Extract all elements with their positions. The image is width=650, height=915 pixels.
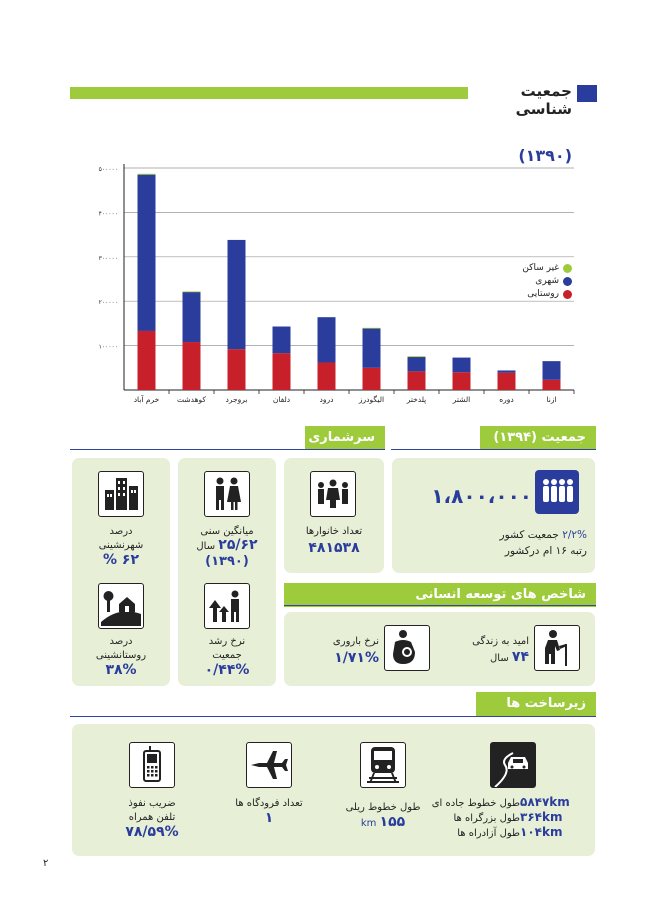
bar-segment — [183, 291, 201, 292]
legend-dot-red — [563, 290, 572, 299]
airports-value: ۱ — [264, 810, 274, 826]
airports-label: تعداد فرودگاه ها — [235, 798, 303, 809]
page-number: ۲ — [43, 858, 49, 869]
highway-label: طول بزرگراه ها — [453, 813, 520, 824]
freeway-value: ۱۰۴km — [520, 825, 563, 839]
growth-label-1: نرخ رشد — [208, 636, 246, 647]
mobile-label-2: تلفن همراه — [128, 812, 176, 823]
x-tick-label: کوهدشت — [177, 395, 206, 404]
legend-dot-green — [563, 264, 572, 273]
road-car-icon — [490, 742, 536, 788]
urban-label-1: درصد — [109, 526, 133, 537]
y-tick-label: ۱۰۰۰۰۰ — [98, 343, 118, 351]
airplane-icon — [246, 742, 292, 788]
census-section-title: سرشماری — [305, 426, 385, 450]
bar-segment — [138, 175, 156, 331]
median-age-label: میانگین سنی — [200, 526, 254, 537]
bar-segment — [318, 362, 336, 390]
bar-segment — [498, 373, 516, 390]
title-green-bar — [70, 87, 468, 99]
legend-item-rural: روستایی — [522, 288, 572, 301]
freeway-label: طول آزادراه ها — [457, 828, 520, 839]
page-title: جمعیت شناسی — [515, 82, 572, 118]
bar-segment — [363, 328, 381, 368]
bar-segment — [543, 361, 561, 380]
highway-value: ۳۶۴km — [520, 810, 563, 824]
x-tick-label: پلدختر — [406, 395, 427, 404]
fertility-value: ۱/۷۱% — [334, 650, 379, 666]
y-tick-label: ۳۰۰۰۰۰ — [98, 254, 118, 262]
development-section-title: شاخص های توسعه انسانی — [284, 583, 596, 607]
growth-value: ۰/۴۴% — [204, 662, 250, 678]
population-value: ۱،۸۰۰،۰۰۰ — [431, 484, 532, 508]
x-tick-label: ازنا — [546, 395, 557, 404]
life-expectancy-row: ۷۴ سال — [490, 649, 529, 665]
households-card — [284, 458, 384, 573]
bar-segment — [408, 356, 426, 357]
road-value: ۵۸۴۷km — [520, 795, 570, 809]
bar-segment — [453, 372, 471, 390]
x-tick-label: دوره — [499, 395, 514, 404]
infra-panel — [72, 724, 595, 856]
road-label: طول خطوط جاده ای — [431, 798, 520, 809]
legend-item-urban: شهری — [522, 275, 572, 288]
bar-segment — [363, 368, 381, 390]
crowd-icon — [535, 470, 579, 514]
mother-child-icon — [384, 625, 430, 671]
rail-row: ۱۵۵ km — [360, 814, 406, 830]
y-tick-label: ۴۰۰۰۰۰ — [98, 210, 118, 218]
rural-house-icon — [98, 583, 144, 629]
population-section-title: جمعیت (۱۳۹۴) — [480, 426, 596, 450]
city-buildings-icon — [98, 471, 144, 517]
bar-segment — [408, 357, 426, 372]
bar-segment — [228, 240, 246, 349]
bar-segment — [138, 174, 156, 175]
population-growth-icon — [204, 583, 250, 629]
bar-segment — [183, 342, 201, 390]
y-tick-label: ۲۰۰۰۰۰ — [98, 299, 118, 307]
bar-segment — [228, 349, 246, 390]
bar-segment — [453, 358, 471, 373]
infra-underline — [70, 716, 596, 717]
census-left-card — [72, 458, 170, 686]
bar-segment — [543, 380, 561, 390]
mobile-phone-icon — [129, 742, 175, 788]
train-icon — [360, 742, 406, 788]
legend-item-nonresident: غیر ساکن — [522, 262, 572, 275]
population-bar-chart — [80, 140, 580, 410]
households-label: تعداد خانوارها — [305, 526, 363, 537]
development-underline — [284, 605, 596, 606]
bar-segment — [183, 292, 201, 342]
rural-label-1: درصد — [109, 636, 133, 647]
population-share: ۲/۲% جمعیت کشور — [499, 529, 587, 541]
bar-segment — [273, 353, 291, 390]
life-expectancy-label: امید به زندگی — [472, 636, 529, 647]
bar-segment — [138, 331, 156, 390]
rural-label-2: روستانشینی — [95, 650, 147, 661]
population-underline — [391, 449, 596, 450]
x-tick-label: بروجرد — [225, 395, 248, 404]
urban-value: ۶۲ % — [103, 552, 139, 568]
rural-value: ۳۸% — [105, 662, 137, 678]
legend-dot-blue — [563, 277, 572, 286]
median-age-row: ۲۵/۶۲ سال — [196, 537, 258, 553]
x-tick-label: درود — [319, 395, 334, 404]
bar-segment — [498, 370, 516, 372]
median-age-year: (۱۳۹۰) — [205, 554, 249, 569]
section-title-bar — [70, 82, 597, 118]
mobile-value: ۷۸/۵۹% — [125, 824, 179, 840]
bar-segment — [363, 328, 381, 329]
title-blue-square — [577, 85, 597, 102]
population-panel — [392, 458, 595, 573]
households-value: ۴۸۱۵۳۸ — [308, 540, 360, 556]
bar-segment — [318, 317, 336, 362]
x-tick-label: الشتر — [452, 395, 471, 404]
population-rank: رتبه ۱۶ ام درکشور — [504, 545, 587, 557]
infra-section-title: زیرساخت ها — [476, 692, 596, 716]
census-underline — [70, 449, 385, 450]
x-tick-label: دلفان — [272, 395, 291, 404]
y-tick-label: ۵۰۰۰۰۰ — [98, 166, 118, 173]
x-tick-label: الیگودرز — [358, 395, 385, 404]
bar-segment — [408, 371, 426, 390]
couple-icon — [204, 471, 250, 517]
bar-segment — [273, 327, 291, 354]
mobile-label-1: ضریب نفوذ — [128, 798, 176, 809]
chart-legend — [522, 262, 572, 301]
chart-title: (۱۳۹۰) — [518, 146, 572, 165]
fertility-label: نرخ باروری — [332, 636, 379, 647]
family-icon — [310, 471, 356, 517]
urban-label-2: شهرنشینی — [98, 540, 144, 551]
rail-label: طول خطوط ریلی — [345, 802, 421, 813]
x-tick-label: خرم آباد — [133, 395, 160, 404]
census-middle-card — [178, 458, 276, 686]
development-panel — [284, 612, 595, 686]
elderly-person-icon — [534, 625, 580, 671]
growth-label-2: جمعیت — [212, 650, 242, 661]
